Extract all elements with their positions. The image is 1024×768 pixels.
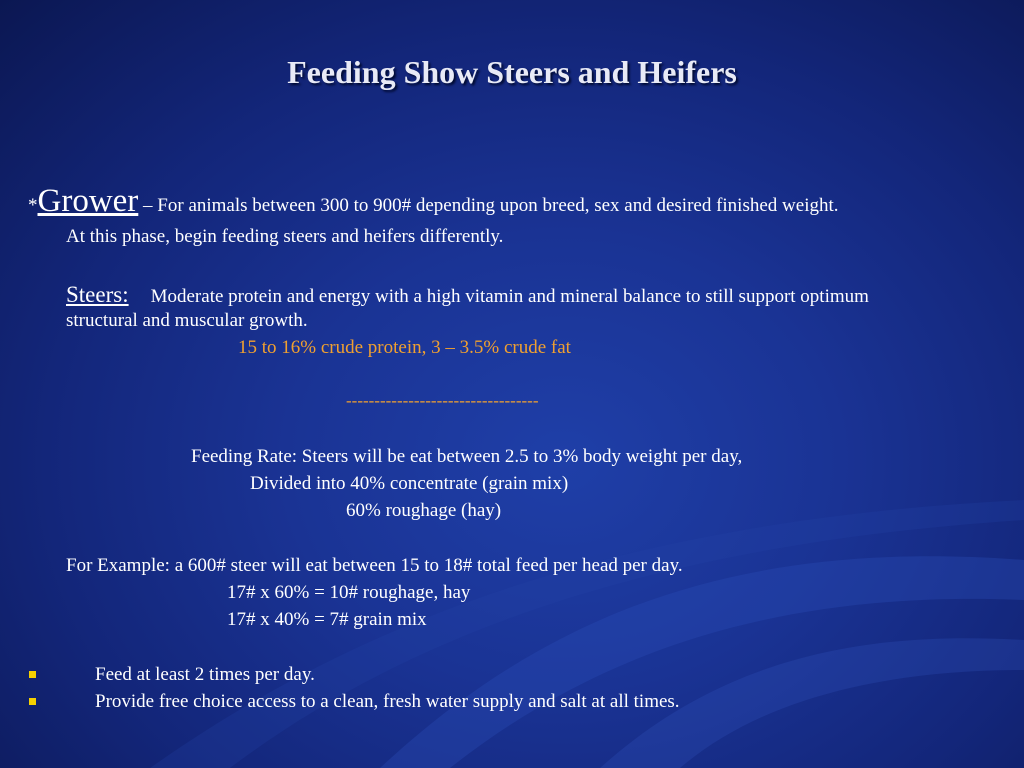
- steers-text-cont: structural and muscular growth.: [66, 310, 308, 331]
- bullet-item-water: Provide free choice access to a clean, fresh water supply and salt at all times.: [95, 691, 680, 712]
- bullet-item-feeding: Feed at least 2 times per day.: [95, 664, 315, 685]
- bullet-square-icon: [29, 698, 36, 705]
- feeding-rate-line: Feeding Rate: Steers will be eat between 2.5 to 3% body weight per day,: [191, 446, 743, 467]
- example-line: For Example: a 600# steer will eat between 15 to 18# total feed per head per day.: [66, 555, 683, 576]
- feeding-rate-concentrate: Divided into 40% concentrate (grain mix): [250, 473, 569, 494]
- grower-text-cont: At this phase, begin feeding steers and heifers differently.: [66, 226, 504, 247]
- bullet-square-icon: [29, 671, 36, 678]
- example-grain: 17# x 40% = 7# grain mix: [227, 609, 427, 630]
- asterisk: *: [28, 195, 38, 216]
- steers-heading: Steers:: [66, 282, 129, 307]
- grower-heading: Grower: [37, 183, 139, 219]
- grower-line: [28, 183, 839, 220]
- separator-line: ----------------------------------: [346, 391, 539, 410]
- steers-spec: 15 to 16% crude protein, 3 – 3.5% crude fat: [238, 337, 571, 358]
- grower-text: – For animals between 300 to 900# depending upon breed, sex and desired finished weight.: [138, 195, 839, 216]
- steers-text: Moderate protein and energy with a high vitamin and mineral balance to still support optimum: [150, 286, 869, 307]
- example-roughage: 17# x 60% = 10# roughage, hay: [227, 582, 471, 603]
- slide-title: Feeding Show Steers and Heifers: [287, 54, 737, 90]
- feeding-rate-roughage: 60% roughage (hay): [346, 500, 502, 521]
- steers-line: [66, 282, 869, 308]
